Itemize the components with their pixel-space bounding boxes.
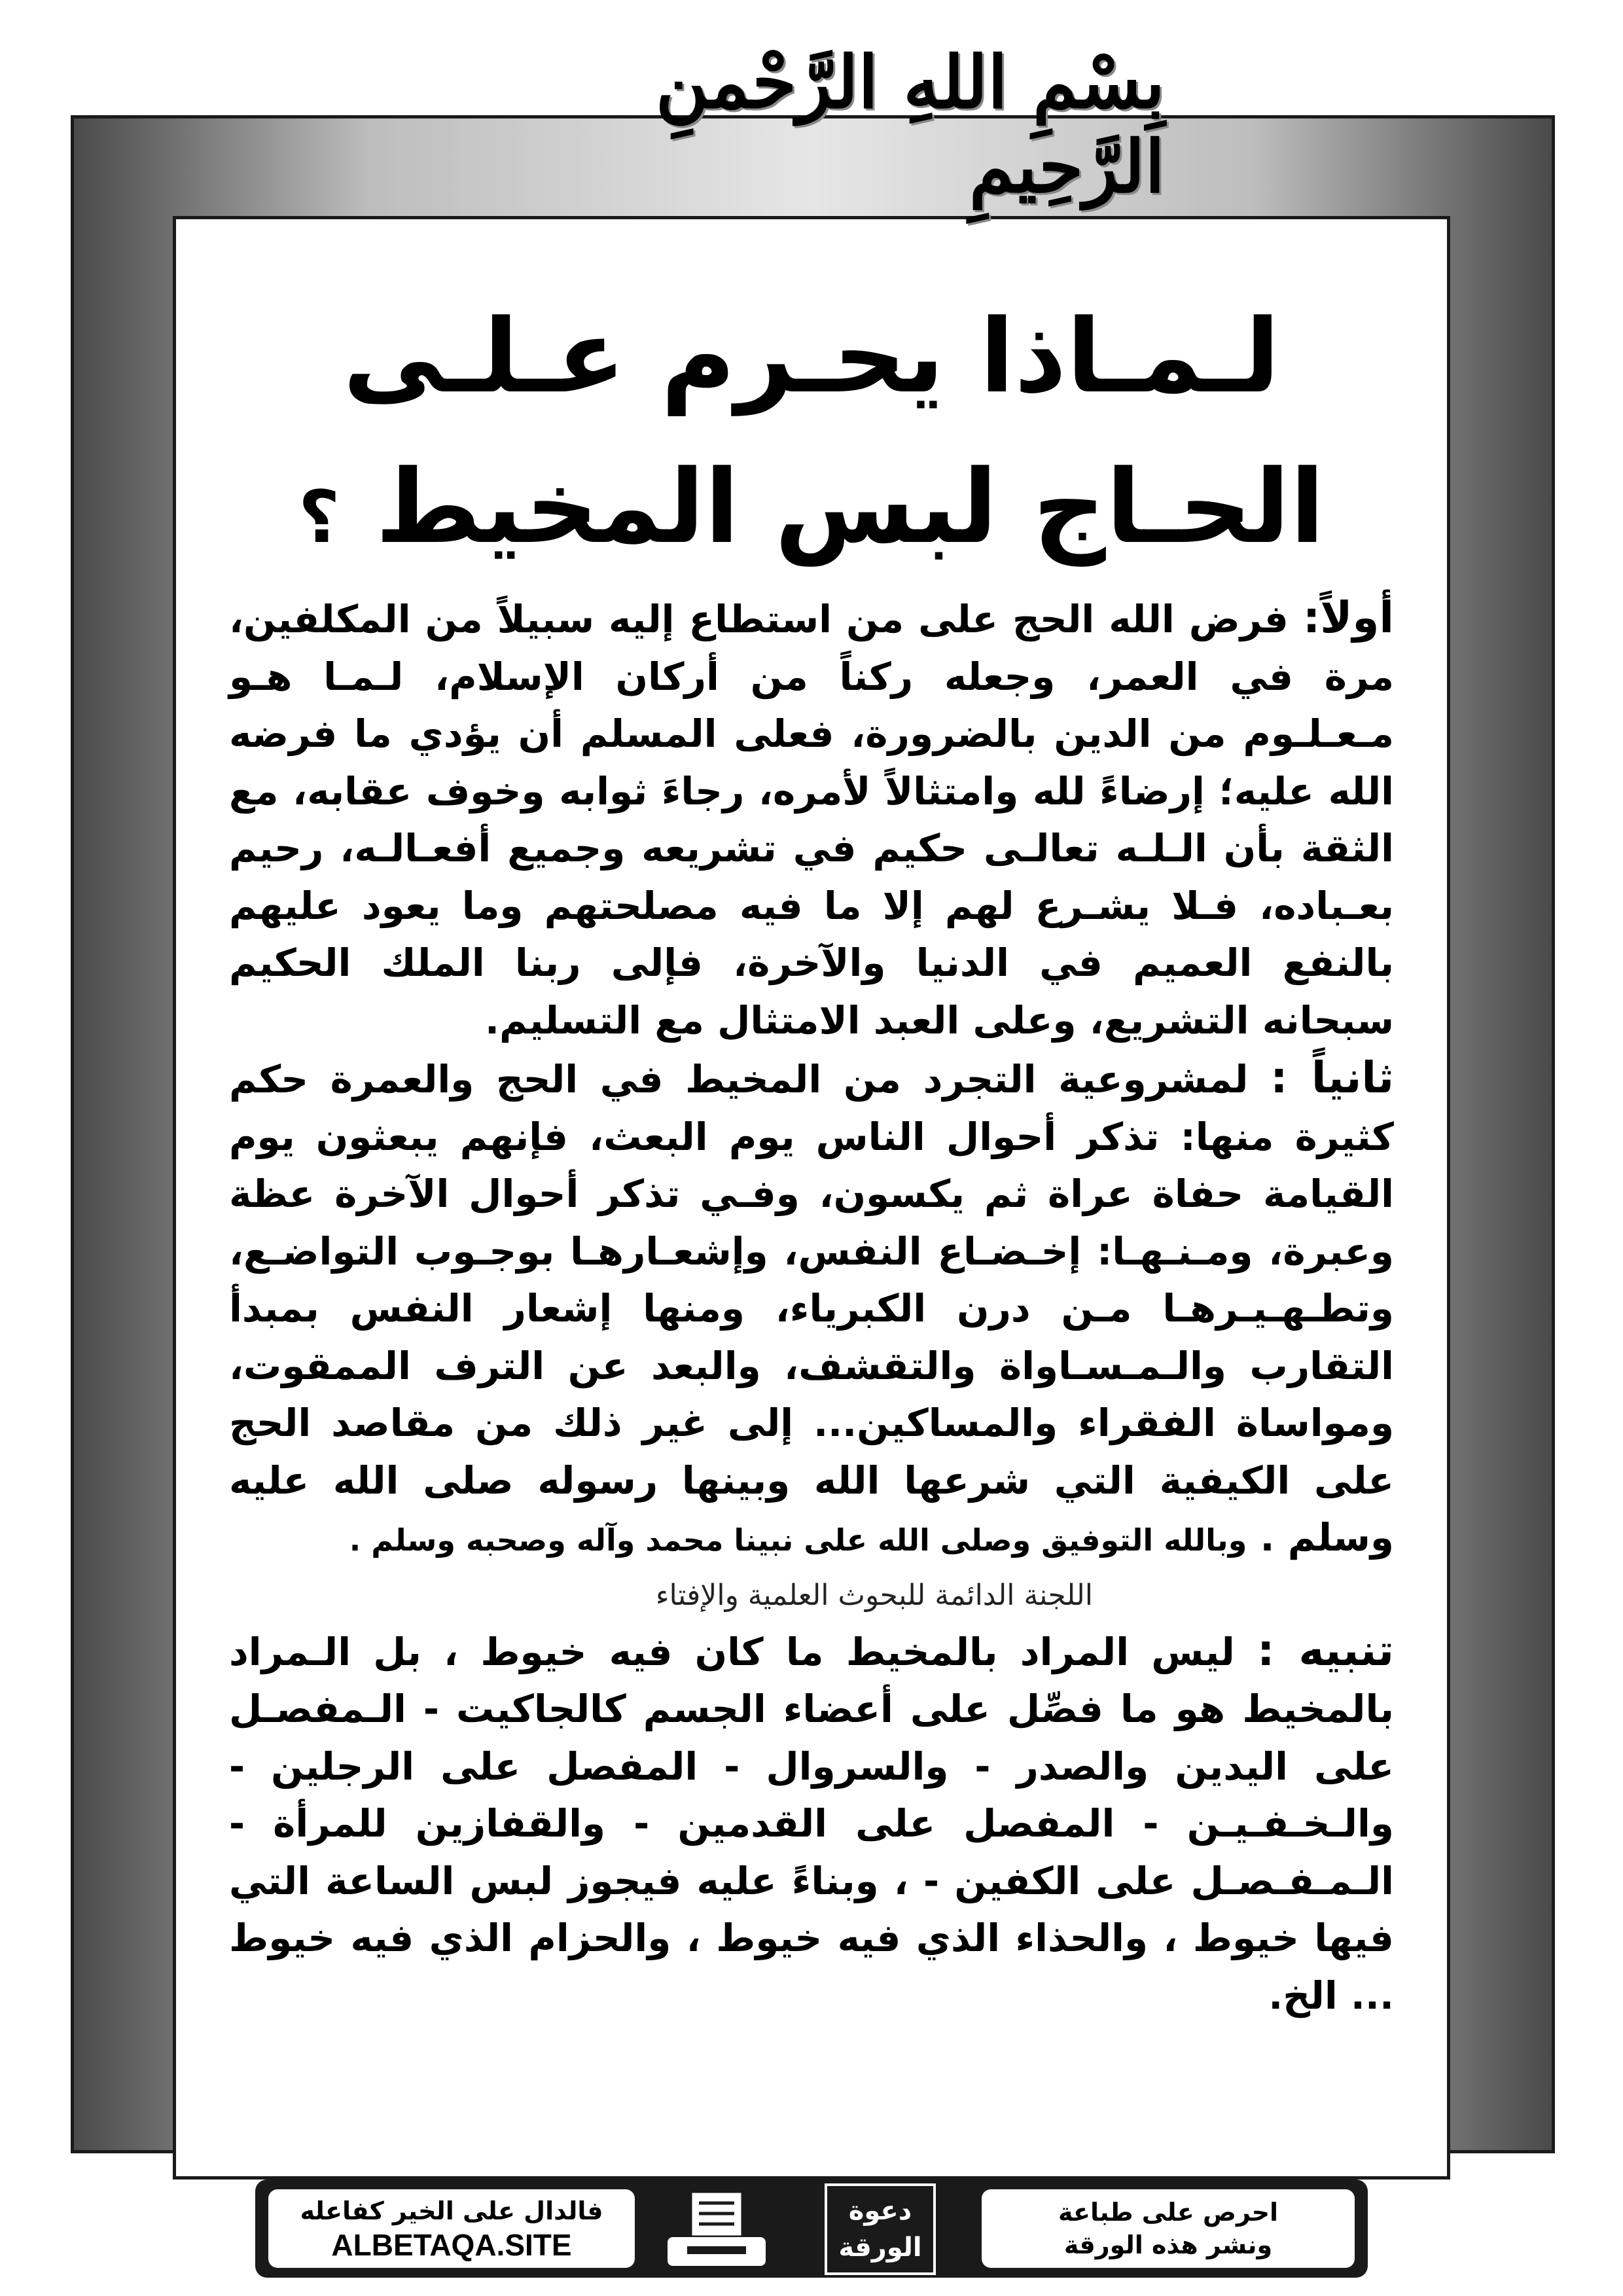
paragraph-first — [229, 589, 1394, 1049]
note-paragraph — [229, 1622, 1394, 2025]
printer-icon — [661, 2186, 772, 2271]
note-text: ليس المراد بالمخيط ما كان فيه خيوط ، بل الـمراد بالمخيط هو ما فصِّل على أعضاء الجسم كالجاكيت - الـمفصـل على اليدين والصدر - والسروال - المفصل على الرجلين - والـخـفـيـن - المفصل على القدمين - والقفازين للمرأة - الـمـفـصـل على الكفين - ، وبناءً عليه فيجوز لبس الساعة التي فيها خيوط ، والحذاء الذي فيه خيوط ، والحزام الذي فيه خيوط ... الخ. — [229, 1629, 1394, 2018]
paragraph-second-lead: ثانياً : — [1270, 1052, 1394, 1103]
paragraph-second-closing: وبالله التوفيق وصلى الله على نبينا محمد وآله وصحبه وسلم . — [349, 1522, 1247, 1558]
footer-print-appeal-box — [982, 2189, 1355, 2268]
title-line-1: لـمـاذا يحـرم عـلـى — [343, 297, 1280, 416]
footer-website-box — [268, 2189, 635, 2268]
footer-proverb: فالدال على الخير كفاعله — [300, 2197, 603, 2225]
logo-line-2: الورقة — [838, 2233, 922, 2263]
title-line-2-text: الحـاج لبس المخيط — [375, 448, 1325, 566]
logo-line-1: دعوة — [848, 2196, 912, 2226]
note-lead: تنبيه : — [1257, 1624, 1394, 1676]
footer-appeal-line-2: ونشر هذه الورقة — [1063, 2231, 1273, 2259]
fatwa-committee: اللجنة الدائمة للبحوث العلمية والإفتاء — [655, 1578, 1093, 1612]
paragraph-first-text: فرض الله الحج على من استطاع إليه سبيلاً من المكلفين، مرة في العمر، وجعله ركناً من أركان الإسلام، لـمـا هـو مـعـلـوم من الدين بالضرورة، فعلى المسلم أن يؤدي ما فرضه الله عليه؛ إرضاءً لله وامتثالاً لأمره، رجاءَ ثوابه وخوف عقابه، مع الثقة بأن الـلـه تعالـى حكيم في تشريعه وجميع أفعـالـه، رحيم بعـباده، فـلا يشـرع لهم إلا ما فيه مصلحتهم وما يعود عليهم بالنفع العميم في الدنيا والآخرة، فإلى ربنا الملك الحكيم سبحانه التشريع، وعلى العبد الامتثال مع التسليم. — [229, 597, 1394, 1043]
paragraph-second — [229, 1049, 1394, 1570]
paragraph-second-text: لمشروعية التجرد من المخيط في الحج والعمرة حكم كثيرة منها: تذكر أحوال الناس يوم البعث، فإنهم يبعثون يوم القيامة حفاة عراة ثم يكسون، وفـي تذكر أحوال الآخرة عظة وعبرة، ومـنـهـا: إخـضـاع النفس، وإشعـارهـا بوجـوب التواضـع، وتطـهـيـرهـا مـن درن الكبرياء، ومنها إشعار النفس بمبدأ التقارب والـمـسـاواة والتقشف، والبعد عن الترف الممقوت، ومواساة الفقراء والمساكين... إلى غير ذلك من مقاصد الحج على الكيفية التي شرعها الله وبينها رسوله صلى الله عليه وسلم . — [229, 1057, 1394, 1560]
title-line-2 — [196, 432, 1427, 592]
article-body — [229, 589, 1394, 2024]
dawat-alwaraqa-logo — [825, 2183, 936, 2275]
paragraph-first-lead: أولاً: — [1302, 592, 1394, 643]
title-question-mark: ؟ — [298, 475, 340, 559]
footer-appeal-line-1: احرص على طباعة — [1058, 2198, 1279, 2227]
footer-website-link[interactable]: ALBETAQA.SITE — [331, 2228, 572, 2262]
page-title — [196, 281, 1427, 592]
basmala-calligraphy: بِسْمِ اللهِ الرَّحْمنِ الرَّحِيمِ — [655, 40, 1165, 209]
